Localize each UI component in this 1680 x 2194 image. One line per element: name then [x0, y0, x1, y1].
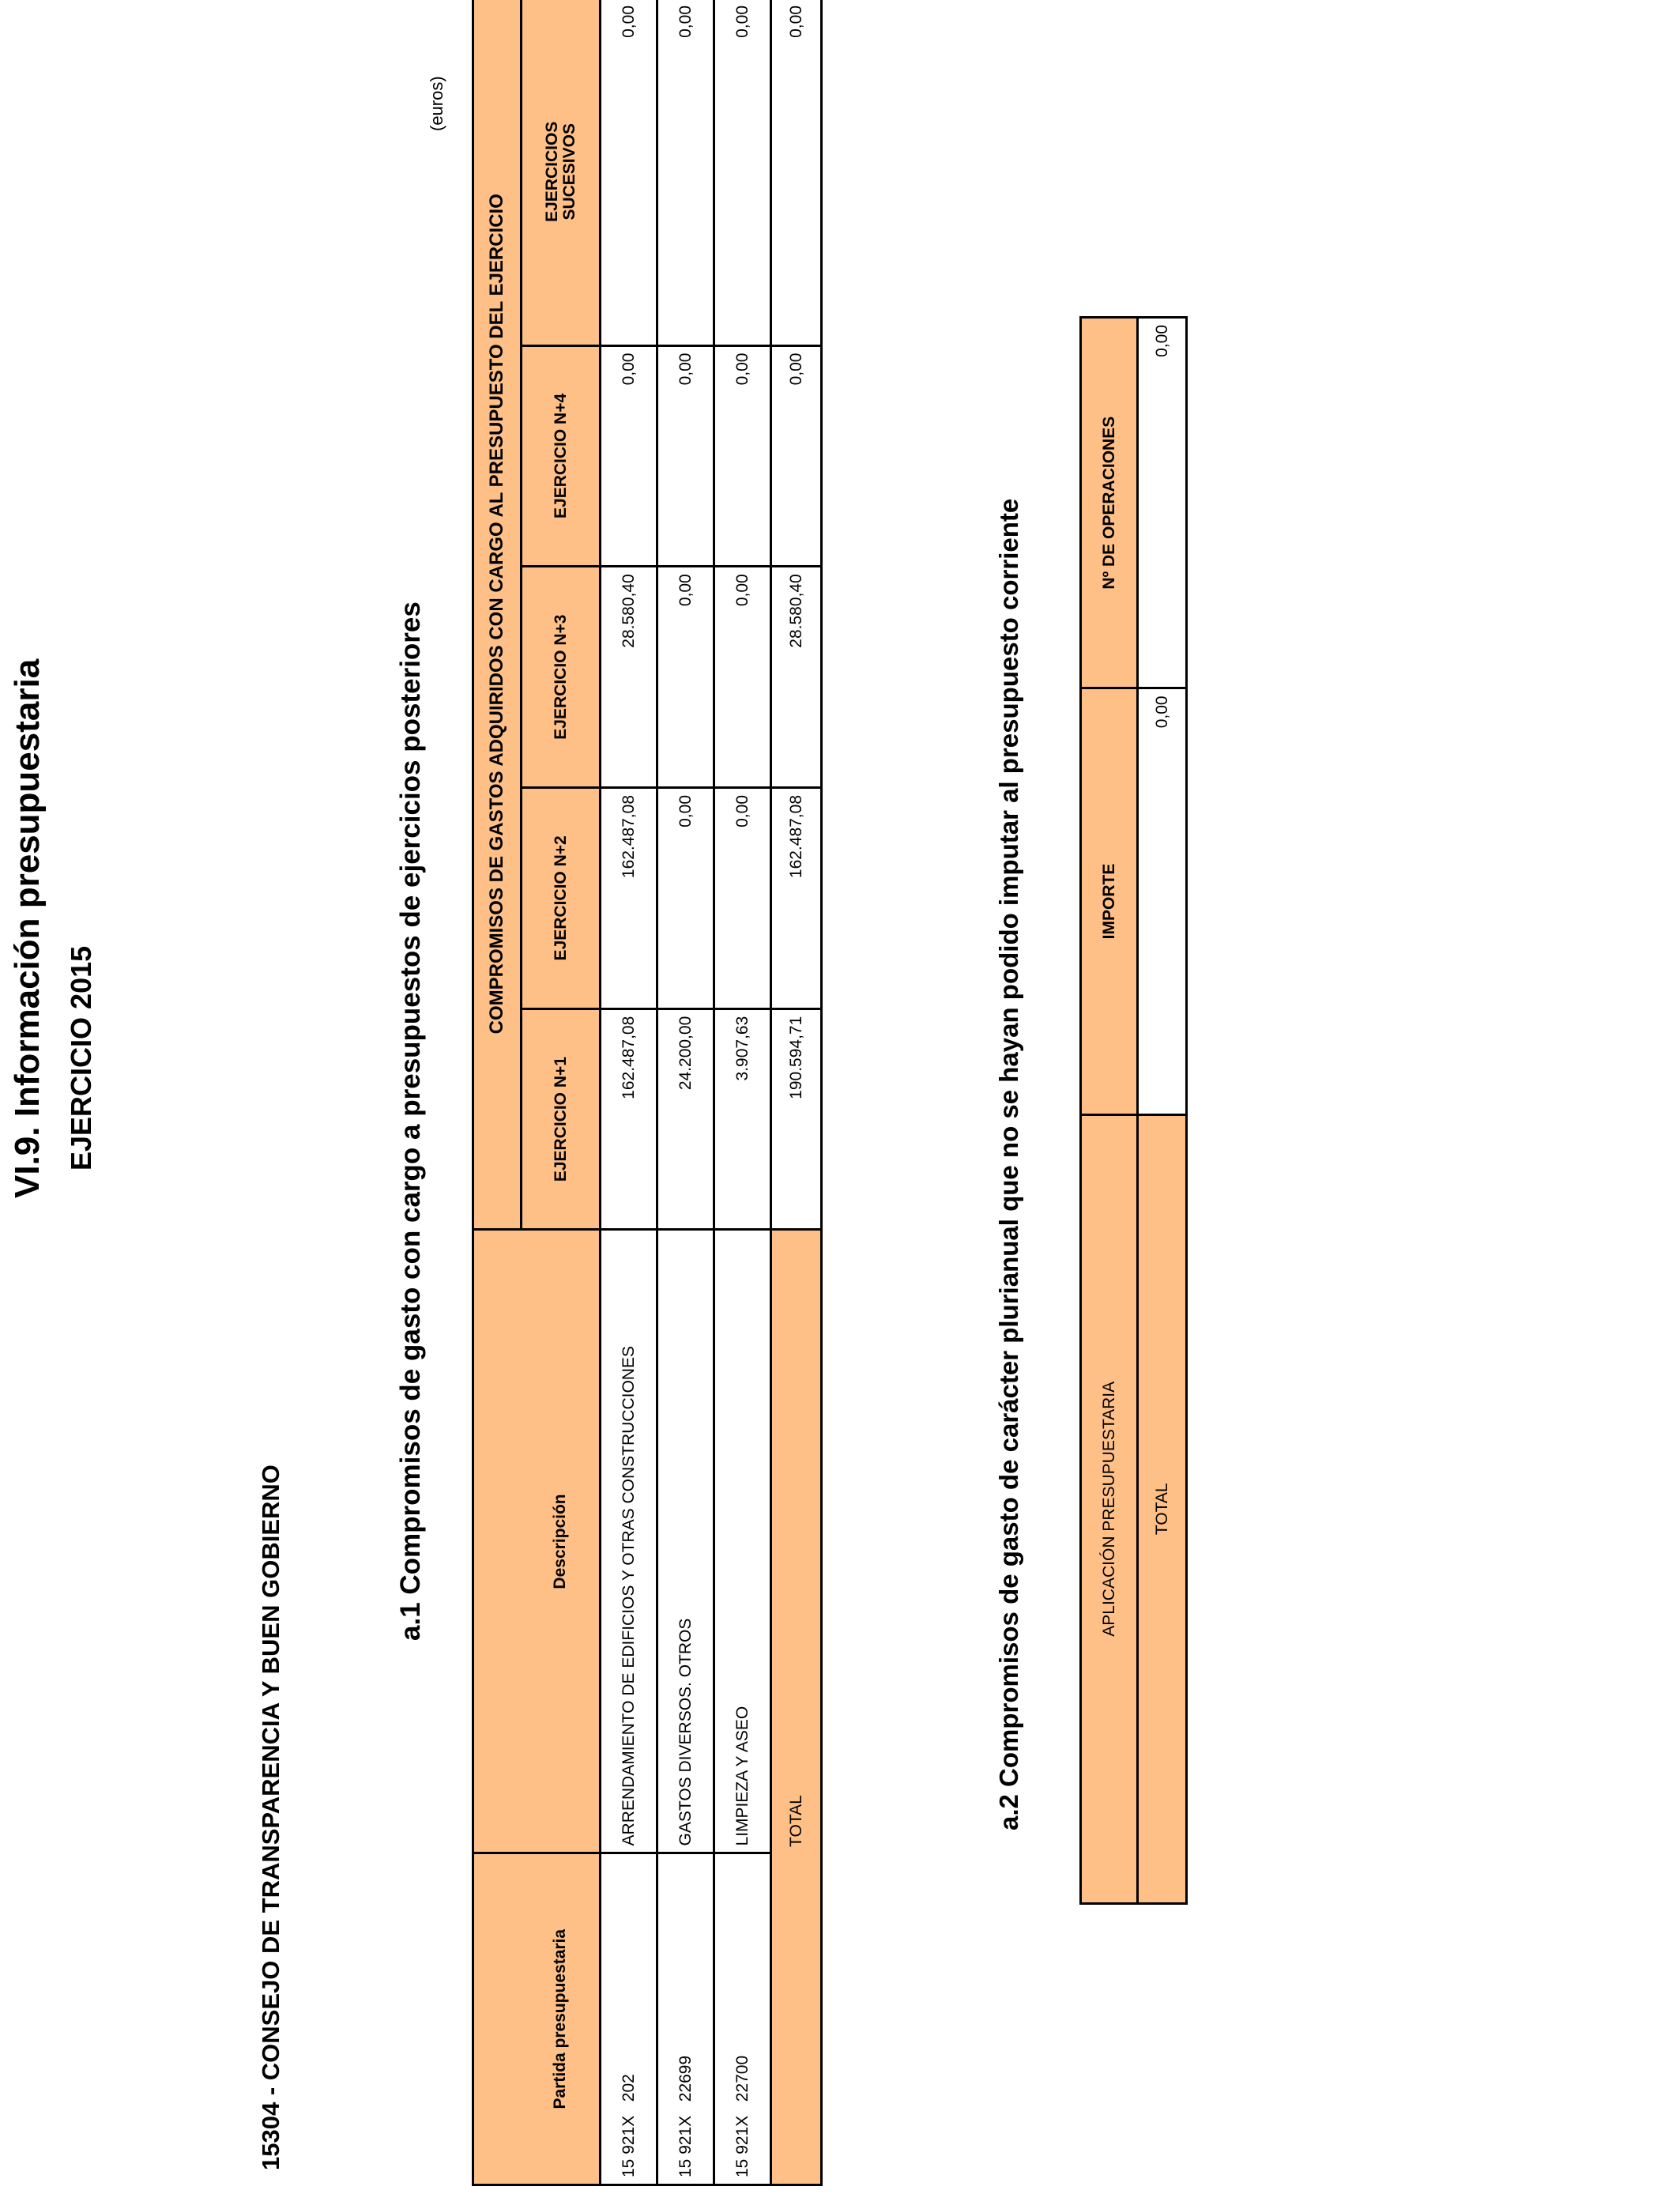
n2-cell: 162.487,08 — [601, 788, 657, 1009]
group-header: COMPROMISOS DE GASTOS ADQUIRIDOS CON CARGO AL PRESUPUESTO DEL EJERCICIO — [473, 0, 522, 1230]
col-operaciones: Nº DE OPERACIONES — [1081, 318, 1138, 688]
total-n3: 28.580,40 — [771, 567, 822, 788]
partida-cell — [601, 1853, 657, 2185]
partida-cell — [714, 1853, 771, 2185]
descripcion-cell: LIMPIEZA Y ASEO — [714, 1230, 771, 1853]
a2-total-importe: 0,00 — [1138, 688, 1187, 1114]
partida-org: 15 — [733, 2158, 751, 2177]
n1-cell: 3.907,63 — [714, 1008, 771, 1230]
header-blank-2 — [473, 1230, 522, 1853]
a2-total-label: TOTAL — [1138, 1114, 1187, 1903]
section-a2-title: a.2 Compromisos de gasto de carácter plurianual que no se hayan podido imputar al presupuesto corriente — [994, 498, 1023, 1830]
partida-concepto: 22700 — [733, 2055, 751, 2102]
n2-cell: 0,00 — [657, 788, 714, 1009]
section-a1-title: a.1 Compromisos de gasto con cargo a presupuestos de ejercicios posteriores — [395, 601, 426, 1641]
col-n2: EJERCICIO N+2 — [522, 788, 601, 1009]
page-subtitle: EJERCICIO 2015 — [65, 945, 97, 1171]
table-row — [714, 0, 771, 2185]
page-title: VI.9. Información presupuestaria — [8, 658, 47, 1198]
partida-prog: 921X — [676, 2115, 695, 2154]
partida-prog: 921X — [619, 2115, 638, 2154]
n1-cell: 162.487,08 — [601, 1008, 657, 1230]
partida-cell — [657, 1853, 714, 2185]
partida-org: 15 — [619, 2158, 638, 2177]
partida-prog: 921X — [733, 2115, 751, 2154]
total-n4: 0,00 — [771, 345, 822, 567]
n4-cell: 0,00 — [714, 345, 771, 567]
col-n4: EJERCICIO N+4 — [522, 345, 601, 567]
partida-concepto: 22699 — [676, 2055, 695, 2102]
header-blank-1 — [473, 1853, 522, 2185]
n3-cell: 0,00 — [657, 567, 714, 788]
total-n2: 162.487,08 — [771, 788, 822, 1009]
total-row — [771, 0, 822, 2185]
col-partida: Partida presupuestaria — [522, 1853, 601, 2185]
n4-cell: 0,00 — [601, 345, 657, 567]
n3-cell: 0,00 — [714, 567, 771, 788]
a2-total-operaciones: 0,00 — [1138, 318, 1187, 688]
sucesivos-cell: 0,00 — [601, 0, 657, 345]
sucesivos-cell: 0,00 — [714, 0, 771, 345]
table-row — [601, 0, 657, 2185]
plurianual-table — [1079, 316, 1188, 1905]
table-row — [657, 0, 714, 2185]
n4-cell: 0,00 — [657, 345, 714, 567]
total-blank — [771, 1853, 822, 2185]
col-importe: IMPORTE — [1081, 688, 1138, 1114]
partida-org: 15 — [676, 2158, 695, 2177]
entity-name: 15304 - CONSEJO DE TRANSPARENCIA Y BUEN GOBIERNO — [257, 1465, 284, 2170]
n3-cell: 28.580,40 — [601, 567, 657, 788]
n2-cell: 0,00 — [714, 788, 771, 1009]
descripcion-cell: GASTOS DIVERSOS. OTROS — [657, 1230, 714, 1853]
total-sucesivos: 0,00 — [771, 0, 822, 345]
sucesivos-cell: 0,00 — [657, 0, 714, 345]
units-label: (euros) — [427, 76, 446, 131]
total-label: TOTAL — [771, 1230, 822, 1853]
col-n3: EJERCICIO N+3 — [522, 567, 601, 788]
col-sucesivos-line2: SUCESIVOS — [559, 123, 578, 221]
partida-concepto: 202 — [619, 2074, 638, 2102]
col-aplicacion: APLICACIÓN PRESUPUESTARIA — [1081, 1114, 1138, 1903]
descripcion-cell: ARRENDAMIENTO DE EDIFICIOS Y OTRAS CONSTRUCCIONES — [601, 1230, 657, 1853]
col-sucesivos — [522, 0, 601, 345]
n1-cell: 24.200,00 — [657, 1008, 714, 1230]
commitments-table — [472, 0, 823, 2186]
total-n1: 190.594,71 — [771, 1008, 822, 1230]
col-n1: EJERCICIO N+1 — [522, 1008, 601, 1230]
col-descripcion: Descripción — [522, 1230, 601, 1853]
col-sucesivos-line1: EJERCICIOS — [542, 121, 561, 222]
